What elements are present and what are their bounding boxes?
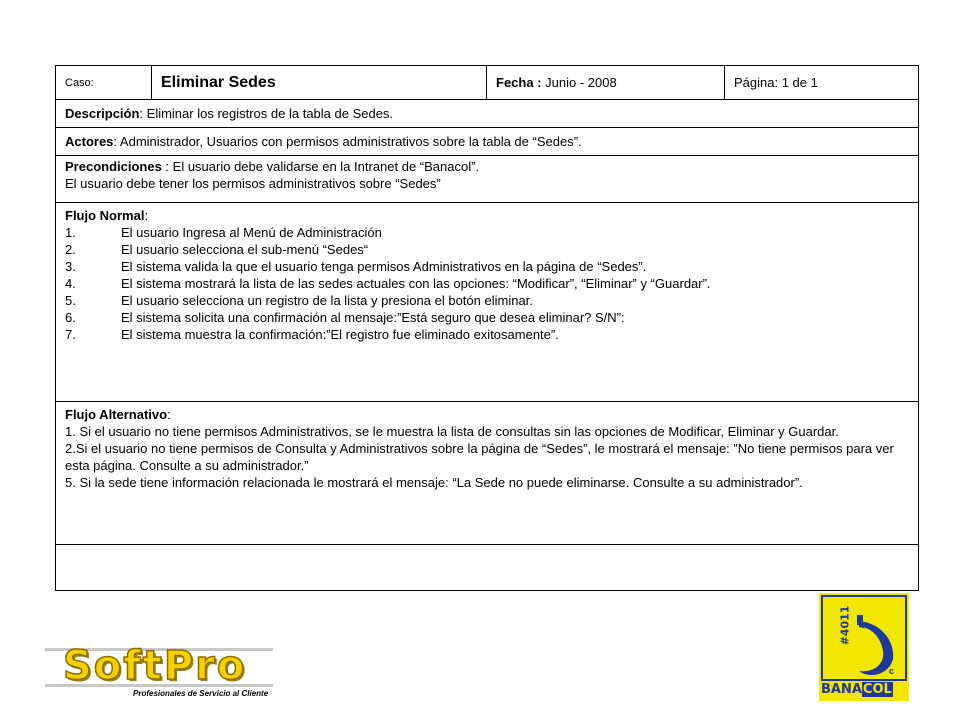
- step-text: El sistema valida la que el usuario tenga permisos Administrativos en la página de “Sedes”.: [121, 259, 647, 274]
- flujo-normal-label: Flujo Normal: [65, 208, 145, 223]
- flujo-alternativo-cell: [56, 402, 919, 545]
- step-number: 3.: [65, 259, 76, 274]
- banacol-wordmark: [821, 682, 907, 698]
- caso-value: Eliminar Sedes: [161, 74, 276, 91]
- flujo-alternativo-suffix: :: [167, 407, 171, 422]
- flujo-normal-steps: [65, 224, 909, 343]
- flujo-normal-suffix: :: [144, 208, 149, 223]
- list-item: [65, 326, 909, 343]
- list-item: [65, 275, 909, 292]
- caso-label: Caso:: [65, 77, 94, 89]
- list-item: [65, 241, 909, 258]
- alternativo-item: 5. Si la sede tiene información relacionada le mostrará el mensaje: “La Sede no puede eliminarse. Consulte a su administrador”.: [65, 475, 803, 490]
- alternativo-item: 1. Si el usuario no tiene permisos Administrativos, se le muestra la lista de consultas sin las opciones de Modificar, Eliminar y Guardar.: [65, 424, 839, 439]
- actores-text: : Administrador, Usuarios con permisos administrativos sobre la tabla de “Sedes”.: [113, 134, 582, 149]
- actores-label: Actores: [65, 134, 114, 149]
- softpro-logo: [45, 645, 277, 700]
- step-text: El sistema muestra la confirmación:”El registro fue eliminado exitosamente”.: [121, 327, 559, 342]
- descripcion-cell: [56, 100, 919, 128]
- step-text: El usuario selecciona un registro de la lista y presiona el botón eliminar.: [121, 293, 533, 308]
- precondiciones-line2: El usuario debe tener los permisos administrativos sobre “Sedes”: [65, 176, 441, 191]
- pagina-text: Página: 1 de 1: [734, 75, 818, 90]
- fecha-label: Fecha :: [496, 75, 542, 90]
- flujo-alternativo-row: [56, 402, 919, 545]
- step-number: 5.: [65, 293, 76, 308]
- flujo-normal-row: [56, 203, 919, 402]
- step-number: 1.: [65, 225, 76, 240]
- descripcion-row: [56, 100, 919, 128]
- step-number: 2.: [65, 242, 76, 257]
- list-item: [65, 292, 909, 309]
- fecha-cell: [487, 66, 725, 100]
- banacol-logo: [819, 593, 909, 701]
- actores-row: [56, 128, 919, 156]
- step-text: El usuario Ingresa al Menú de Administración: [121, 225, 382, 240]
- descripcion-label: Descripción: [65, 106, 140, 121]
- step-text: El sistema mostrará la lista de las sedes actuales con las opciones: “Modificar”, “Eliminar” y “Guardar”.: [121, 276, 711, 291]
- softpro-wordmark: SoftPro: [63, 643, 247, 689]
- use-case-table: [55, 65, 919, 591]
- precondiciones-label: Precondiciones: [65, 159, 162, 174]
- step-number: 7.: [65, 327, 76, 342]
- descripcion-text: : Eliminar los registros de la tabla de Sedes.: [139, 106, 394, 121]
- step-text: El usuario selecciona el sub-menú “Sedes“: [121, 242, 369, 257]
- caso-value-cell: [152, 66, 487, 100]
- empty-row: [56, 545, 919, 591]
- header-row: [56, 66, 919, 100]
- pagina-cell: [725, 66, 919, 100]
- banacol-code: [838, 601, 852, 649]
- banacol-name-b: COL: [862, 682, 892, 697]
- precondiciones-row: [56, 156, 919, 203]
- actores-cell: [56, 128, 919, 156]
- flujo-alternativo-label: Flujo Alternativo: [65, 407, 168, 422]
- step-number: 4.: [65, 276, 76, 291]
- softpro-tagline: Profesionales de Servicio al Cliente: [133, 689, 269, 698]
- banacol-code-text: #4011: [838, 605, 852, 646]
- banacol-mark: c: [889, 666, 895, 676]
- empty-cell: [56, 545, 919, 591]
- alternativo-item: 2.Si el usuario no tiene permisos de Consulta y Administrativos sobre la página de “Sedes”, le mostrará el mensaje: ”No tiene permisos para ver esta página. Consulte a su administrador.”: [65, 441, 894, 473]
- step-text: El sistema solicita una confirmación al mensaje:”Está seguro que desea eliminar? S/N”:: [121, 310, 625, 325]
- caso-label-cell: [56, 66, 152, 100]
- precondiciones-line1: : El usuario debe validarse en la Intranet de “Banacol”.: [161, 159, 480, 174]
- banacol-name-a: BANA: [821, 682, 862, 697]
- list-item: [65, 258, 909, 275]
- precondiciones-cell: [56, 156, 919, 203]
- fecha-value: Junio - 2008: [545, 75, 617, 90]
- step-number: 6.: [65, 310, 76, 325]
- flujo-normal-cell: [56, 203, 919, 402]
- list-item: [65, 224, 909, 241]
- list-item: [65, 309, 909, 326]
